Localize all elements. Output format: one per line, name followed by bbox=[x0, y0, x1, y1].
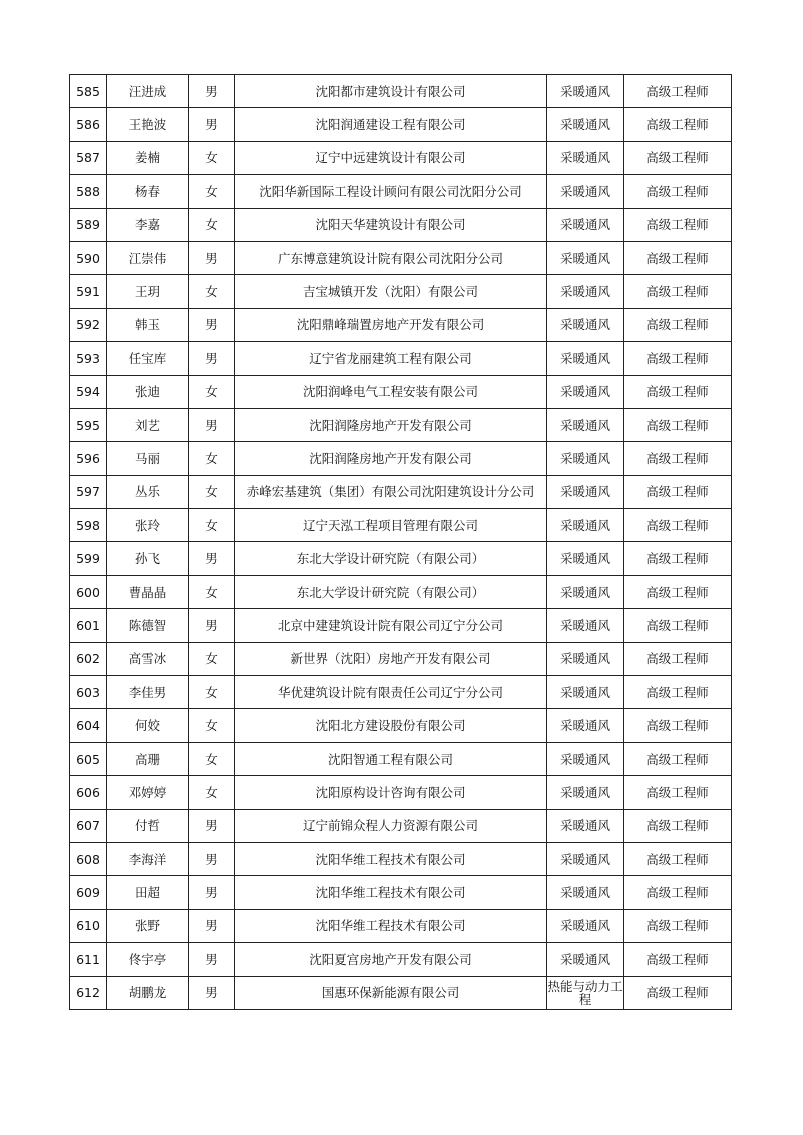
specialty-cell: 采暖通风 bbox=[547, 876, 624, 909]
specialty-cell: 采暖通风 bbox=[547, 842, 624, 875]
specialty-cell: 采暖通风 bbox=[547, 943, 624, 976]
organization-cell: 东北大学设计研究院（有限公司） bbox=[235, 542, 547, 575]
person-name-cell: 高珊 bbox=[107, 742, 189, 775]
gender-cell: 女 bbox=[189, 676, 235, 709]
row-number-cell: 612 bbox=[70, 976, 107, 1009]
organization-cell: 沈阳原构设计咨询有限公司 bbox=[235, 776, 547, 809]
specialty-cell: 采暖通风 bbox=[547, 575, 624, 608]
table-row bbox=[70, 308, 732, 341]
table-row bbox=[70, 709, 732, 742]
gender-cell: 女 bbox=[189, 208, 235, 241]
professional-title-cell: 高级工程师 bbox=[624, 842, 732, 875]
table-row bbox=[70, 442, 732, 475]
professional-title-cell: 高级工程师 bbox=[624, 375, 732, 408]
professional-title-cell: 高级工程师 bbox=[624, 241, 732, 274]
table-row bbox=[70, 676, 732, 709]
organization-cell: 沈阳智通工程有限公司 bbox=[235, 742, 547, 775]
specialty-cell: 采暖通风 bbox=[547, 308, 624, 341]
professional-title-cell: 高级工程师 bbox=[624, 809, 732, 842]
organization-cell: 沈阳润通建设工程有限公司 bbox=[235, 108, 547, 141]
specialty-cell: 采暖通风 bbox=[547, 408, 624, 441]
professional-title-cell: 高级工程师 bbox=[624, 776, 732, 809]
table-row bbox=[70, 208, 732, 241]
table-row bbox=[70, 642, 732, 675]
table-row bbox=[70, 108, 732, 141]
professional-title-cell: 高级工程师 bbox=[624, 509, 732, 542]
gender-cell: 男 bbox=[189, 809, 235, 842]
person-name-cell: 陈德智 bbox=[107, 609, 189, 642]
professional-title-cell: 高级工程师 bbox=[624, 709, 732, 742]
table-row bbox=[70, 75, 732, 108]
gender-cell: 男 bbox=[189, 408, 235, 441]
organization-cell: 沈阳润峰电气工程安装有限公司 bbox=[235, 375, 547, 408]
specialty-cell: 采暖通风 bbox=[547, 742, 624, 775]
professional-title-cell: 高级工程师 bbox=[624, 275, 732, 308]
row-number-cell: 600 bbox=[70, 575, 107, 608]
row-number-cell: 611 bbox=[70, 943, 107, 976]
person-name-cell: 李佳男 bbox=[107, 676, 189, 709]
professional-title-cell: 高级工程师 bbox=[624, 108, 732, 141]
organization-cell: 辽宁前锦众程人力资源有限公司 bbox=[235, 809, 547, 842]
table-row bbox=[70, 509, 732, 542]
row-number-cell: 593 bbox=[70, 342, 107, 375]
specialty-cell: 采暖通风 bbox=[547, 275, 624, 308]
organization-cell: 沈阳夏宫房地产开发有限公司 bbox=[235, 943, 547, 976]
professional-title-cell: 高级工程师 bbox=[624, 442, 732, 475]
person-name-cell: 孙飞 bbox=[107, 542, 189, 575]
row-number-cell: 585 bbox=[70, 75, 107, 108]
row-number-cell: 609 bbox=[70, 876, 107, 909]
person-name-cell: 江崇伟 bbox=[107, 241, 189, 274]
organization-cell: 华优建筑设计院有限责任公司辽宁分公司 bbox=[235, 676, 547, 709]
row-number-cell: 595 bbox=[70, 408, 107, 441]
gender-cell: 男 bbox=[189, 308, 235, 341]
professional-title-cell: 高级工程师 bbox=[624, 575, 732, 608]
gender-cell: 男 bbox=[189, 241, 235, 274]
professional-title-cell: 高级工程师 bbox=[624, 342, 732, 375]
professional-title-cell: 高级工程师 bbox=[624, 876, 732, 909]
roster-table bbox=[69, 74, 732, 1010]
person-name-cell: 汪进成 bbox=[107, 75, 189, 108]
specialty-cell: 采暖通风 bbox=[547, 542, 624, 575]
person-name-cell: 王艳波 bbox=[107, 108, 189, 141]
specialty-cell: 采暖通风 bbox=[547, 342, 624, 375]
professional-title-cell: 高级工程师 bbox=[624, 175, 732, 208]
gender-cell: 女 bbox=[189, 175, 235, 208]
professional-title-cell: 高级工程师 bbox=[624, 408, 732, 441]
row-number-cell: 590 bbox=[70, 241, 107, 274]
table-row bbox=[70, 408, 732, 441]
professional-title-cell: 高级工程师 bbox=[624, 642, 732, 675]
organization-cell: 东北大学设计研究院（有限公司） bbox=[235, 575, 547, 608]
table-row bbox=[70, 976, 732, 1009]
gender-cell: 男 bbox=[189, 943, 235, 976]
specialty-cell: 采暖通风 bbox=[547, 75, 624, 108]
person-name-cell: 付哲 bbox=[107, 809, 189, 842]
row-number-cell: 596 bbox=[70, 442, 107, 475]
specialty-cell: 采暖通风 bbox=[547, 709, 624, 742]
person-name-cell: 田超 bbox=[107, 876, 189, 909]
person-name-cell: 韩玉 bbox=[107, 308, 189, 341]
specialty-cell: 采暖通风 bbox=[547, 241, 624, 274]
person-name-cell: 李嘉 bbox=[107, 208, 189, 241]
professional-title-cell: 高级工程师 bbox=[624, 976, 732, 1009]
specialty-cell: 采暖通风 bbox=[547, 809, 624, 842]
gender-cell: 女 bbox=[189, 141, 235, 174]
table-row bbox=[70, 809, 732, 842]
specialty-cell: 热能与动力工程 bbox=[547, 976, 624, 1009]
gender-cell: 女 bbox=[189, 375, 235, 408]
table-row bbox=[70, 475, 732, 508]
gender-cell: 男 bbox=[189, 876, 235, 909]
gender-cell: 男 bbox=[189, 842, 235, 875]
professional-title-cell: 高级工程师 bbox=[624, 676, 732, 709]
gender-cell: 男 bbox=[189, 542, 235, 575]
professional-title-cell: 高级工程师 bbox=[624, 609, 732, 642]
row-number-cell: 594 bbox=[70, 375, 107, 408]
specialty-cell: 采暖通风 bbox=[547, 776, 624, 809]
person-name-cell: 刘艺 bbox=[107, 408, 189, 441]
organization-cell: 沈阳天华建筑设计有限公司 bbox=[235, 208, 547, 241]
person-name-cell: 曹晶晶 bbox=[107, 575, 189, 608]
organization-cell: 赤峰宏基建筑（集团）有限公司沈阳建筑设计分公司 bbox=[235, 475, 547, 508]
organization-cell: 国惠环保新能源有限公司 bbox=[235, 976, 547, 1009]
professional-title-cell: 高级工程师 bbox=[624, 208, 732, 241]
table-row bbox=[70, 909, 732, 942]
table-row bbox=[70, 575, 732, 608]
table-row bbox=[70, 141, 732, 174]
specialty-cell: 采暖通风 bbox=[547, 208, 624, 241]
organization-cell: 沈阳润隆房地产开发有限公司 bbox=[235, 442, 547, 475]
organization-cell: 新世界（沈阳）房地产开发有限公司 bbox=[235, 642, 547, 675]
organization-cell: 辽宁天泓工程项目管理有限公司 bbox=[235, 509, 547, 542]
row-number-cell: 589 bbox=[70, 208, 107, 241]
row-number-cell: 602 bbox=[70, 642, 107, 675]
professional-title-cell: 高级工程师 bbox=[624, 542, 732, 575]
professional-title-cell: 高级工程师 bbox=[624, 909, 732, 942]
row-number-cell: 604 bbox=[70, 709, 107, 742]
gender-cell: 男 bbox=[189, 342, 235, 375]
professional-title-cell: 高级工程师 bbox=[624, 75, 732, 108]
organization-cell: 沈阳北方建设股份有限公司 bbox=[235, 709, 547, 742]
row-number-cell: 599 bbox=[70, 542, 107, 575]
person-name-cell: 高雪冰 bbox=[107, 642, 189, 675]
person-name-cell: 任宝库 bbox=[107, 342, 189, 375]
person-name-cell: 佟宇亭 bbox=[107, 943, 189, 976]
professional-title-cell: 高级工程师 bbox=[624, 475, 732, 508]
specialty-cell: 采暖通风 bbox=[547, 175, 624, 208]
professional-title-cell: 高级工程师 bbox=[624, 943, 732, 976]
organization-cell: 沈阳都市建筑设计有限公司 bbox=[235, 75, 547, 108]
gender-cell: 女 bbox=[189, 742, 235, 775]
table-row bbox=[70, 241, 732, 274]
gender-cell: 女 bbox=[189, 475, 235, 508]
person-name-cell: 马丽 bbox=[107, 442, 189, 475]
table-row bbox=[70, 542, 732, 575]
specialty-cell: 采暖通风 bbox=[547, 909, 624, 942]
specialty-cell: 采暖通风 bbox=[547, 642, 624, 675]
gender-cell: 男 bbox=[189, 976, 235, 1009]
row-number-cell: 610 bbox=[70, 909, 107, 942]
organization-cell: 沈阳华维工程技术有限公司 bbox=[235, 842, 547, 875]
table-row bbox=[70, 876, 732, 909]
organization-cell: 沈阳华维工程技术有限公司 bbox=[235, 876, 547, 909]
specialty-cell: 采暖通风 bbox=[547, 375, 624, 408]
person-name-cell: 何姣 bbox=[107, 709, 189, 742]
row-number-cell: 607 bbox=[70, 809, 107, 842]
gender-cell: 女 bbox=[189, 275, 235, 308]
person-name-cell: 胡鹏龙 bbox=[107, 976, 189, 1009]
organization-cell: 沈阳华维工程技术有限公司 bbox=[235, 909, 547, 942]
row-number-cell: 605 bbox=[70, 742, 107, 775]
gender-cell: 男 bbox=[189, 609, 235, 642]
gender-cell: 女 bbox=[189, 776, 235, 809]
person-name-cell: 邓婷婷 bbox=[107, 776, 189, 809]
organization-cell: 广东博意建筑设计院有限公司沈阳分公司 bbox=[235, 241, 547, 274]
roster-body bbox=[70, 75, 732, 1010]
gender-cell: 女 bbox=[189, 509, 235, 542]
row-number-cell: 592 bbox=[70, 308, 107, 341]
professional-title-cell: 高级工程师 bbox=[624, 308, 732, 341]
gender-cell: 女 bbox=[189, 709, 235, 742]
organization-cell: 辽宁省龙丽建筑工程有限公司 bbox=[235, 342, 547, 375]
person-name-cell: 姜楠 bbox=[107, 141, 189, 174]
specialty-cell: 采暖通风 bbox=[547, 609, 624, 642]
specialty-cell: 采暖通风 bbox=[547, 676, 624, 709]
professional-title-cell: 高级工程师 bbox=[624, 742, 732, 775]
table-row bbox=[70, 175, 732, 208]
organization-cell: 沈阳鼎峰瑞置房地产开发有限公司 bbox=[235, 308, 547, 341]
gender-cell: 女 bbox=[189, 575, 235, 608]
person-name-cell: 李海洋 bbox=[107, 842, 189, 875]
person-name-cell: 王玥 bbox=[107, 275, 189, 308]
organization-cell: 沈阳华新国际工程设计顾问有限公司沈阳分公司 bbox=[235, 175, 547, 208]
organization-cell: 沈阳润隆房地产开发有限公司 bbox=[235, 408, 547, 441]
organization-cell: 北京中建建筑设计院有限公司辽宁分公司 bbox=[235, 609, 547, 642]
table-row bbox=[70, 776, 732, 809]
gender-cell: 男 bbox=[189, 75, 235, 108]
row-number-cell: 587 bbox=[70, 141, 107, 174]
person-name-cell: 杨春 bbox=[107, 175, 189, 208]
specialty-cell: 采暖通风 bbox=[547, 108, 624, 141]
row-number-cell: 591 bbox=[70, 275, 107, 308]
table-row bbox=[70, 742, 732, 775]
gender-cell: 男 bbox=[189, 909, 235, 942]
row-number-cell: 601 bbox=[70, 609, 107, 642]
row-number-cell: 586 bbox=[70, 108, 107, 141]
person-name-cell: 张玲 bbox=[107, 509, 189, 542]
row-number-cell: 608 bbox=[70, 842, 107, 875]
professional-title-cell: 高级工程师 bbox=[624, 141, 732, 174]
organization-cell: 吉宝城镇开发（沈阳）有限公司 bbox=[235, 275, 547, 308]
row-number-cell: 603 bbox=[70, 676, 107, 709]
row-number-cell: 597 bbox=[70, 475, 107, 508]
specialty-cell: 采暖通风 bbox=[547, 442, 624, 475]
specialty-cell: 采暖通风 bbox=[547, 475, 624, 508]
table-row bbox=[70, 943, 732, 976]
table-row bbox=[70, 375, 732, 408]
table-row bbox=[70, 342, 732, 375]
person-name-cell: 张迪 bbox=[107, 375, 189, 408]
organization-cell: 辽宁中远建筑设计有限公司 bbox=[235, 141, 547, 174]
person-name-cell: 张野 bbox=[107, 909, 189, 942]
specialty-cell: 采暖通风 bbox=[547, 509, 624, 542]
gender-cell: 女 bbox=[189, 442, 235, 475]
table-row bbox=[70, 842, 732, 875]
table-row bbox=[70, 609, 732, 642]
row-number-cell: 598 bbox=[70, 509, 107, 542]
gender-cell: 女 bbox=[189, 642, 235, 675]
gender-cell: 男 bbox=[189, 108, 235, 141]
row-number-cell: 588 bbox=[70, 175, 107, 208]
person-name-cell: 丛乐 bbox=[107, 475, 189, 508]
row-number-cell: 606 bbox=[70, 776, 107, 809]
specialty-cell: 采暖通风 bbox=[547, 141, 624, 174]
table-row bbox=[70, 275, 732, 308]
